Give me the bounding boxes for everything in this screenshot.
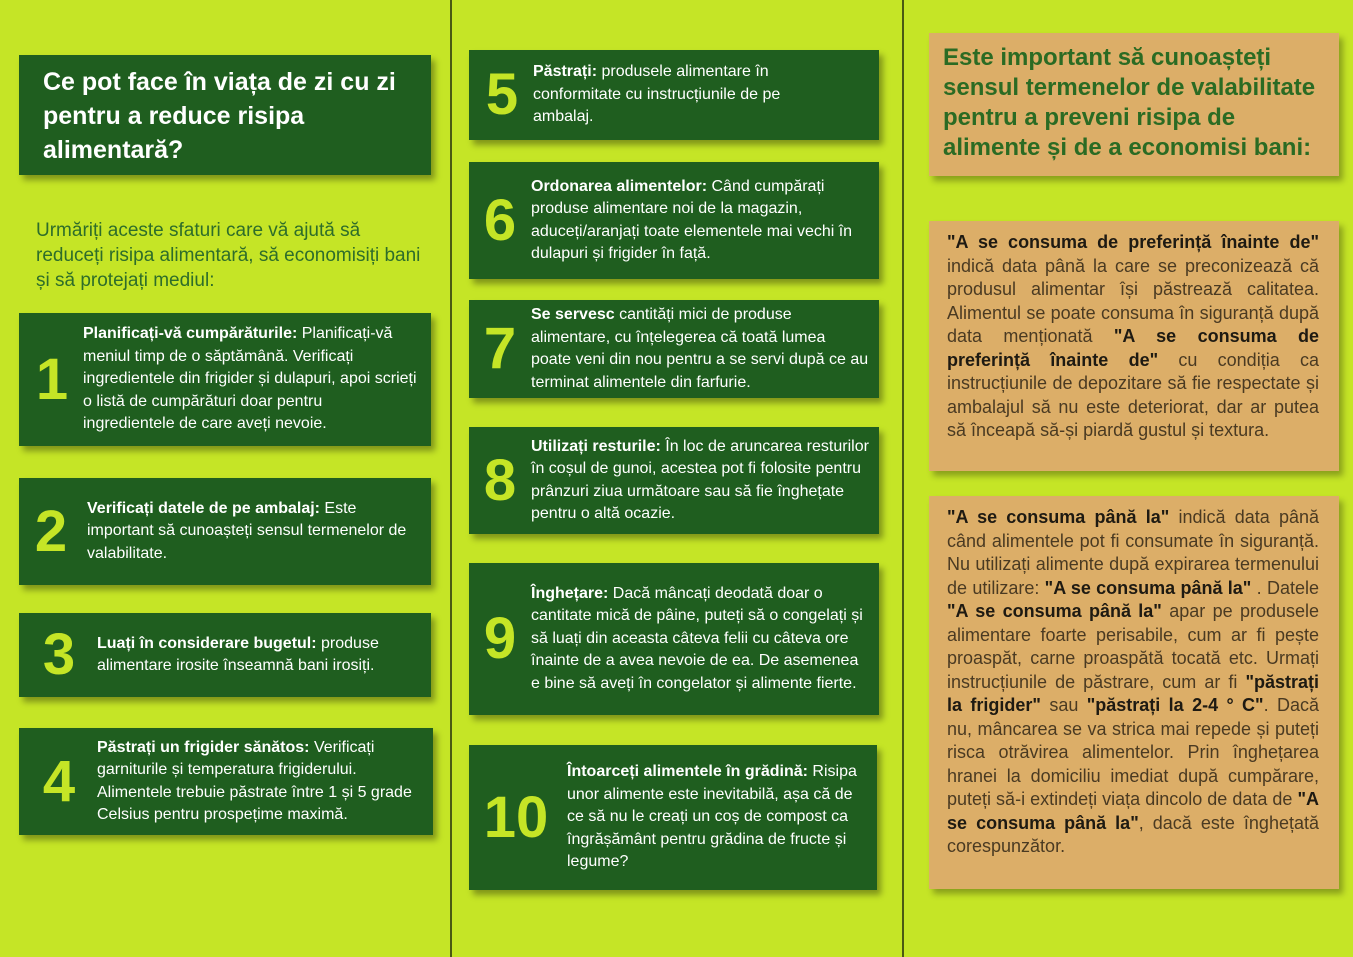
tip-number: 4 <box>42 748 76 814</box>
tip-heading: Se servesc <box>531 306 615 323</box>
storage-instruction: "păstrați la 2-4 ° C" <box>1086 695 1264 715</box>
tip-body: produsele alimentare în conformitate cu instrucțiunile de pe ambalaj. <box>533 63 781 126</box>
tip-number: 3 <box>42 622 76 687</box>
info-title-text: Este important să cunoașteți sensul termenelor de valabilitate pentru a preveni risipa de alimente și de a economisi bani: <box>943 44 1316 161</box>
tip-body: În loc de aruncarea resturilor în coșul de gunoi, acestea pot fi folosite pentru prânzuri ziua următoare sau să fie înghețate pentru o altă ocazie. <box>531 437 869 522</box>
intro-text <box>36 218 426 293</box>
use-by-text: sau <box>1040 695 1087 715</box>
tip-body: Risipa unor alimente este inevitabilă, așa că de ce să nu le creați un coș de compost ca îngrășământ pentru grădina de fructe și legume? <box>567 763 857 871</box>
tip-heading: Utilizați resturile: <box>531 437 661 455</box>
tip-text <box>83 323 417 436</box>
tip-text <box>87 498 417 566</box>
tip-heading: Întoarceți alimentele în grădină: <box>567 763 808 781</box>
use-by-text: . Dacă nu, mâncarea se va strica mai repede și puteți risca otrăvirea alimentelor. Prin înghețarea hranei la domiciliu imediat după cumpărare, puteți să-i extindeți viața dincolo de data de <box>947 695 1319 809</box>
use-by-text: indică data până când alimentele pot fi consumate în siguranță. Nu utilizați alimente după expirarea termenului de utilizare: <box>947 507 1319 598</box>
page-title <box>19 55 431 175</box>
tip-heading: Înghețare: <box>531 584 609 602</box>
use-by-term: "A se consuma până la" <box>947 601 1162 621</box>
tip-number: 6 <box>483 187 517 253</box>
tip-number: 7 <box>483 316 517 381</box>
tip-6 <box>469 162 879 279</box>
best-before-text: cu condiția ca instrucțiunile de depozitare să fie respectate și ambalajul să nu este deteriorat, dar ar putea să înceapă să-și piardă gustul și textura. <box>947 349 1319 440</box>
use-by-info <box>929 496 1339 889</box>
tip-heading: Păstrați: <box>533 63 598 81</box>
best-before-info <box>929 221 1339 471</box>
tip-number: 5 <box>485 62 519 127</box>
tip-10 <box>469 745 877 890</box>
tip-body: Planificați-vă meniul timp de o săptămână. Verificați ingredientele din frigider și dulapuri, apoi scrieți o listă de cumpărături doar pentru ingredientele de care aveți nevoie. <box>83 325 417 433</box>
tip-5 <box>469 50 879 140</box>
tip-1 <box>19 313 431 446</box>
tip-8 <box>469 427 879 534</box>
tip-text <box>531 436 869 526</box>
best-before-term: "A se consuma de preferință înainte de" <box>947 326 1319 370</box>
tip-body: Când cumpărați produse alimentare noi de la magazin, aduceți/aranjați toate elementele mai vechi în dulapuri și frigider în față. <box>531 177 853 262</box>
storage-instruction: "păstrați la frigider" <box>947 671 1319 715</box>
best-before-text: indică data până la care se preconizează că produsul alimentar își păstrează calitatea. Alimentul se poate consuma în siguranță după data menționată <box>947 255 1319 346</box>
tip-text <box>97 737 429 827</box>
tip-4 <box>19 728 433 835</box>
tip-body: Este important să cunoașteți sensul termenelor de valabilitate. <box>87 499 407 562</box>
tip-9 <box>469 563 879 715</box>
tip-text <box>533 61 865 129</box>
tip-heading: Ordonarea alimentelor: <box>531 177 708 195</box>
use-by-term: "A se consuma până la" <box>947 789 1319 833</box>
use-by-term: "A se consuma până la" <box>1044 577 1252 598</box>
tip-body: produse alimentare irosite înseamnă bani irosiți. <box>97 634 379 674</box>
tip-text <box>531 304 869 394</box>
tip-number: 8 <box>483 447 517 513</box>
tip-body: cantități mici de produse alimentare, cu înțelegerea că toată lumea poate veni din nou pentru a se servi după ce au terminat alimentele din farfurie. <box>531 306 869 391</box>
column-divider-right <box>902 0 904 957</box>
tip-number: 1 <box>35 346 69 412</box>
best-before-term: "A se consuma de preferință înainte de" <box>947 232 1319 252</box>
tip-text <box>531 176 867 266</box>
tip-7 <box>469 300 879 398</box>
tip-heading: Luați în considerare bugetul: <box>97 634 317 652</box>
page-title-text: Ce pot face în viața de zi cu zi pentru a reduce risipa alimentară? <box>43 68 396 164</box>
tip-number: 2 <box>34 498 68 564</box>
tip-2 <box>19 478 431 585</box>
use-by-text: apar pe produsele alimentare foarte perisabile, cum ar fi pește proaspăt, carne proaspătă tocată etc. Urmați instrucțiunile de păstrare, cum ar fi <box>947 601 1319 692</box>
tip-number: 10 <box>483 784 549 850</box>
intro-text-content: Urmăriți aceste sfaturi care vă ajută să reduceți risipa alimentară, să economisiți bani și să protejați mediul: <box>36 220 421 291</box>
tip-number: 9 <box>483 606 517 671</box>
tip-text <box>531 583 869 696</box>
tip-text <box>97 633 417 678</box>
use-by-text: , dacă este înghețată corespunzător. <box>947 812 1319 856</box>
tip-heading: Planificați-vă cumpărăturile: <box>83 325 298 343</box>
tip-heading: Păstrați un frigider sănătos: <box>97 738 310 756</box>
info-title <box>929 33 1339 176</box>
column-divider-left <box>450 0 452 957</box>
tip-3 <box>19 613 431 697</box>
tip-heading: Verificați datele de pe ambalaj: <box>87 499 320 517</box>
tip-body: Dacă mâncați deodată doar o cantitate mică de pâine, puteți să o congelați și să luați din aceasta câteva felii cu câteva ore înainte de a avea nevoie de ea. De asemenea e bine să aveți în congelator și alimente fierte. <box>531 584 863 692</box>
tip-body: Verificați garniturile și temperatura frigiderului. Alimentele trebuie păstrate între 1 și 5 grade Celsius pentru prospețime maximă. <box>97 738 412 823</box>
use-by-text: . Datele <box>1251 577 1319 598</box>
use-by-term: "A se consuma până la" <box>947 507 1170 527</box>
tip-text <box>567 761 867 874</box>
